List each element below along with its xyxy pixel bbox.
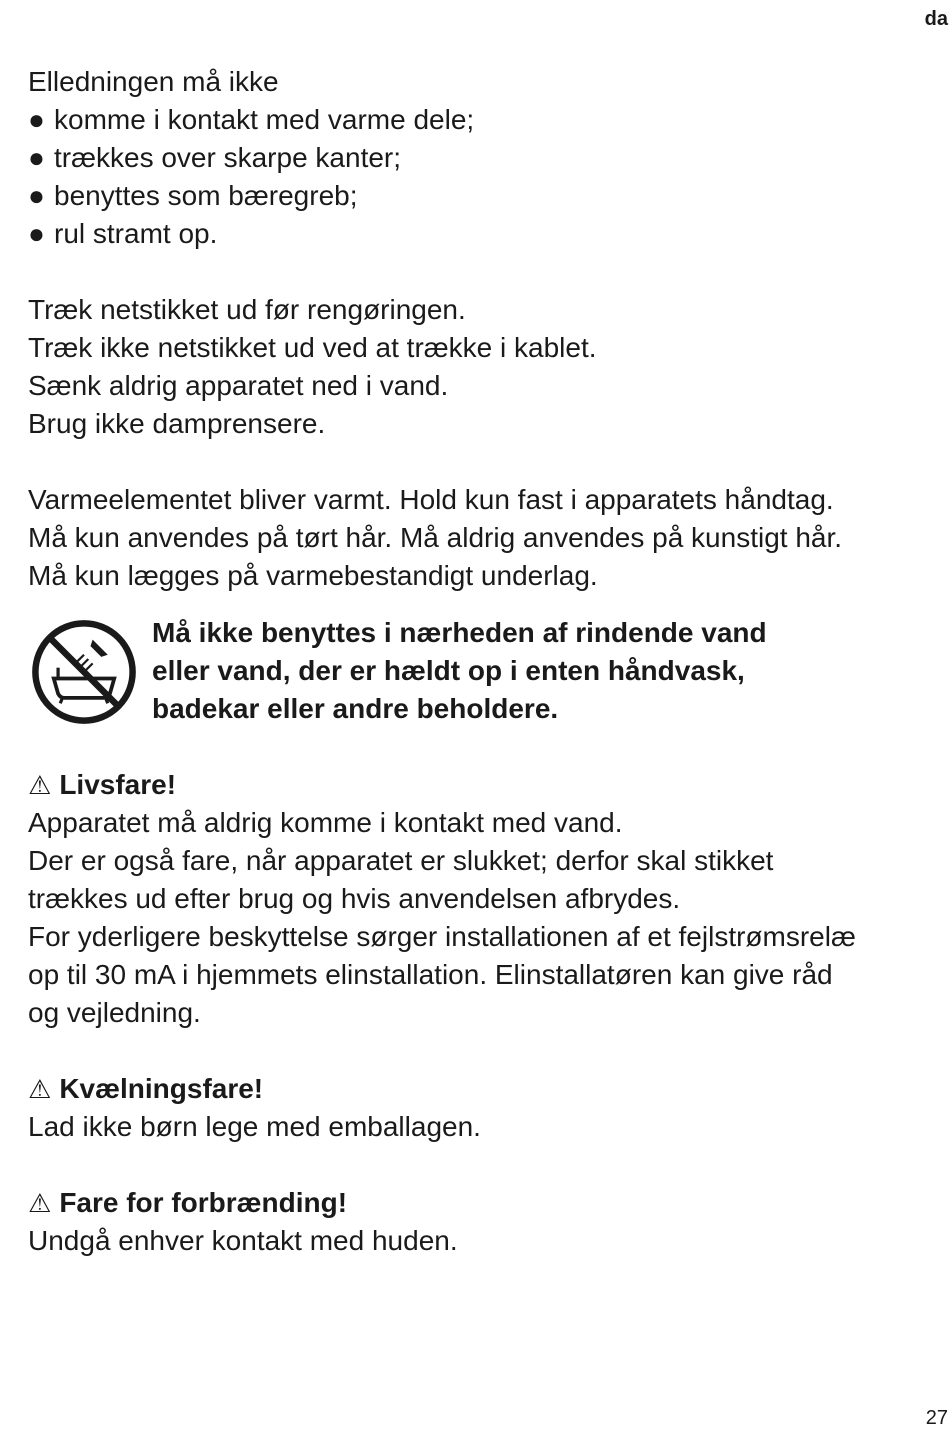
danger-line: og vejledning. <box>28 997 201 1028</box>
bullet-icon: ● <box>28 104 45 135</box>
danger-heading: ⚠ Livsfare! <box>28 769 177 800</box>
danger-line: Apparatet må aldrig komme i kontakt med vand. <box>28 807 623 838</box>
safety-instructions <box>28 63 943 1260</box>
suffocation-heading: ⚠ Kvælningsfare! <box>28 1073 264 1104</box>
page-number: 27 <box>925 1407 948 1429</box>
heat-line: Varmeelementet bliver varmt. Hold kun fast i apparatets håndtag. <box>28 484 834 515</box>
cleaning-line: Brug ikke damprensere. <box>28 408 326 439</box>
list-item: ● komme i kontakt med varme dele; <box>28 101 943 139</box>
cleaning-line: Træk netstikket ud før rengøringen. <box>28 294 466 325</box>
warning-triangle-icon: ⚠ <box>28 770 52 800</box>
list-item: ● rul stramt op. <box>28 215 943 253</box>
warning-triangle-icon: ⚠ <box>28 1074 52 1104</box>
heat-line: Må kun anvendes på tørt hår. Må aldrig anvendes på kunstigt hår. <box>28 522 843 553</box>
suffocation-line: Lad ikke børn lege med emballagen. <box>28 1111 481 1142</box>
bullet-icon: ● <box>28 218 45 249</box>
burn-heading: ⚠ Fare for forbrænding! <box>28 1187 348 1218</box>
bullet-icon: ● <box>28 142 45 173</box>
warning-triangle-icon: ⚠ <box>28 1188 52 1218</box>
burn-line: Undgå enhver kontakt med huden. <box>28 1225 458 1256</box>
no-water-bath-icon <box>30 618 138 726</box>
danger-line: For yderligere beskyttelse sørger installationen af et fejlstrømsrelæ <box>28 921 856 952</box>
water-warning-text: Må ikke benyttes i nærheden af rindende vand eller vand, der er hældt op i enten håndvask, badekar eller andre beholdere. <box>152 617 767 724</box>
danger-line: op til 30 mA i hjemmets elinstallation. Elinstallatøren kan give råd <box>28 959 833 990</box>
language-code: da <box>924 8 948 30</box>
danger-line: trækkes ud efter brug og hvis anvendelsen afbrydes. <box>28 883 681 914</box>
cleaning-line: Sænk aldrig apparatet ned i vand. <box>28 370 449 401</box>
cleaning-line: Træk ikke netstikket ud ved at trække i kablet. <box>28 332 597 363</box>
list-item: ● benyttes som bæregreb; <box>28 177 943 215</box>
cord-intro: Elledningen må ikke <box>28 66 279 97</box>
water-warning <box>28 614 943 728</box>
bullet-icon: ● <box>28 180 45 211</box>
list-item: ● trækkes over skarpe kanter; <box>28 139 943 177</box>
danger-line: Der er også fare, når apparatet er slukket; derfor skal stikket <box>28 845 774 876</box>
heat-line: Må kun lægges på varmebestandigt underlag. <box>28 560 598 591</box>
